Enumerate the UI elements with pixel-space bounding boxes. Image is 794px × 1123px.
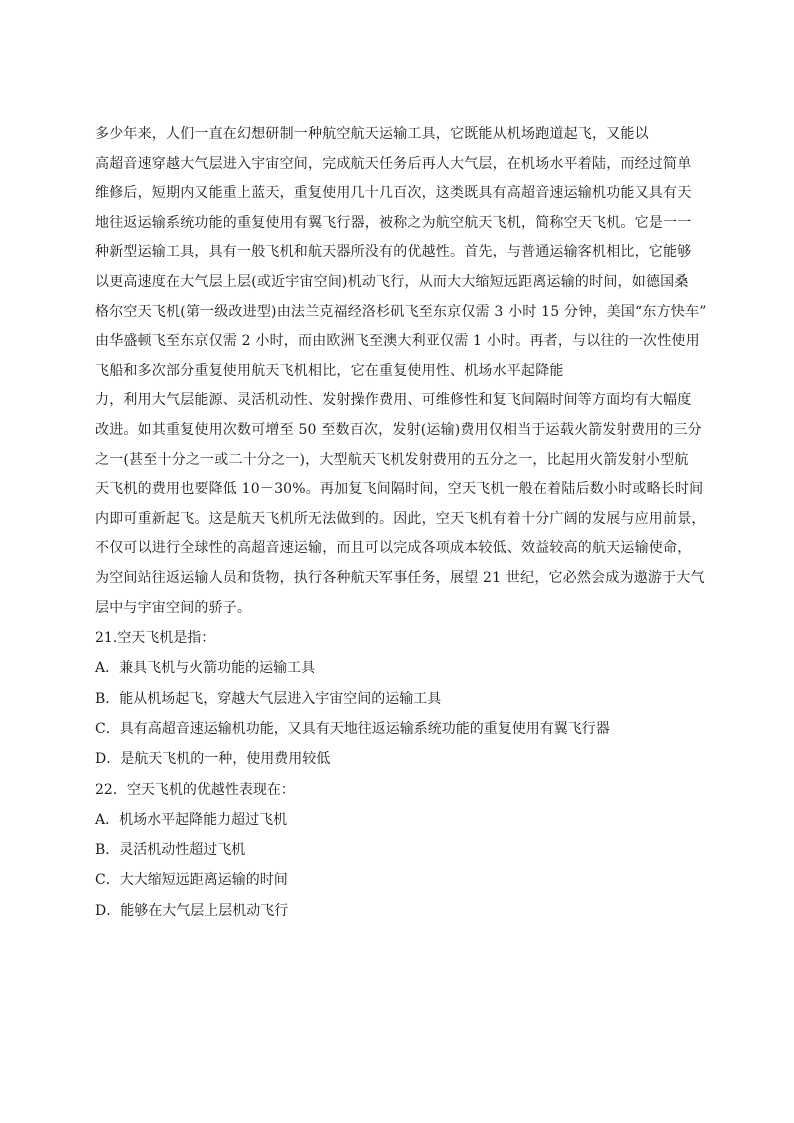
passage-line: 格尔空天飞机(第一级改进型)由法兰克福经洛杉矶飞至东京仅需 3 小时 15 分钟，美国“东方快车” [95, 303, 707, 320]
passage-line: 高超音速穿越大气层进入宇宙空间，完成航天任务后再人大气层，在机场水平着陆，而经过简单 [95, 155, 692, 172]
question-22 [95, 775, 705, 926]
answer-option-c: C．具有高超音速运输机功能，又具有天地往返运输系统功能的重复使用有翼飞行器 [95, 720, 610, 737]
answer-option-d: D．是航天飞机的一种，使用费用较低 [95, 751, 331, 768]
question-stem: 21.空天飞机是指： [95, 630, 216, 647]
passage-line: 天飞机的费用也要降低 10－30%。再加复飞间隔时间，空天飞机一般在着陆后数小时或略长时间 [95, 481, 704, 498]
passage-line: 维修后，短期内又能重上蓝天，重复使用几十几百次，这类既具有高超音速运输机功能又具有天 [95, 185, 692, 202]
passage-line: 力，利用大气层能源、灵活机动性、发射操作费用、可维修性和复飞间隔时间等方面均有大幅度 [95, 392, 692, 409]
question-stem: 22．空天飞机的优越性表现在： [95, 781, 295, 798]
passage-line: 种新型运输工具，具有一般飞机和航天器所没有的优越性。首先，与普通运输客机相比，它能够 [95, 244, 692, 261]
passage-line: 由华盛顿飞至东京仅需 2 小时，而由欧洲飞至澳大利亚仅需 1 小时。再者，与以往的一次性使用 [95, 333, 700, 350]
passage-line: 多少年来，人们一直在幻想研制一种航空航天运输工具，它既能从机场跑道起飞，又能以 [95, 126, 649, 142]
answer-option-a: A．兼具飞机与火箭功能的运输工具 [95, 660, 316, 677]
reading-passage [95, 120, 705, 623]
answer-option-c: C．大大缩短远距离运输的时间 [95, 872, 288, 889]
passage-line: 以更高速度在大气层上层(或近宇宙空间)机动飞行，从而大大缩短远距离运输的时间，如德国桑 [95, 273, 689, 290]
passage-line: 地往返运输系统功能的重复使用有翼飞行器，被称之为航空航天飞机，简称空天飞机。它是一一 [95, 214, 692, 231]
answer-option-b: B．灵活机动性超过飞机 [95, 842, 246, 859]
question-21 [95, 623, 705, 774]
answer-option-d: D．能够在大气层上层机动飞行 [95, 902, 289, 919]
passage-line: 改进。如其重复使用次数可增至 50 至数百次，发射(运输)费用仅相当于运载火箭发射费用的三分 [95, 421, 702, 438]
passage-line: 为空间站往返运输人员和货物，执行各种航天军事任务，展望 21 世纪，它必然会成为遨游于大气 [95, 569, 705, 586]
passage-line: 层中与宇宙空间的骄子。 [95, 599, 252, 616]
answer-option-b: B．能从机场起飞，穿越大气层进入宇宙空间的运输工具 [95, 690, 442, 707]
passage-line: 不仅可以进行全球性的高超音速运输，而且可以完成各项成本较低、效益较高的航天运输使命， [95, 540, 692, 557]
passage-line: 之一(甚至十分之一或二十分之一)，大型航天飞机发射费用的五分之一，比起用火箭发射小型航 [95, 451, 689, 468]
passage-line: 内即可重新起飞。这是航天飞机所无法做到的。因此，空天飞机有着十分广阔的发展与应用前景， [95, 510, 706, 527]
passage-line: 飞船和多次部分重复使用航天飞机相比，它在重复使用性、机场水平起降能 [95, 362, 564, 379]
document-page [95, 120, 705, 926]
answer-option-a: A．机场水平起降能力超过飞机 [95, 811, 288, 828]
